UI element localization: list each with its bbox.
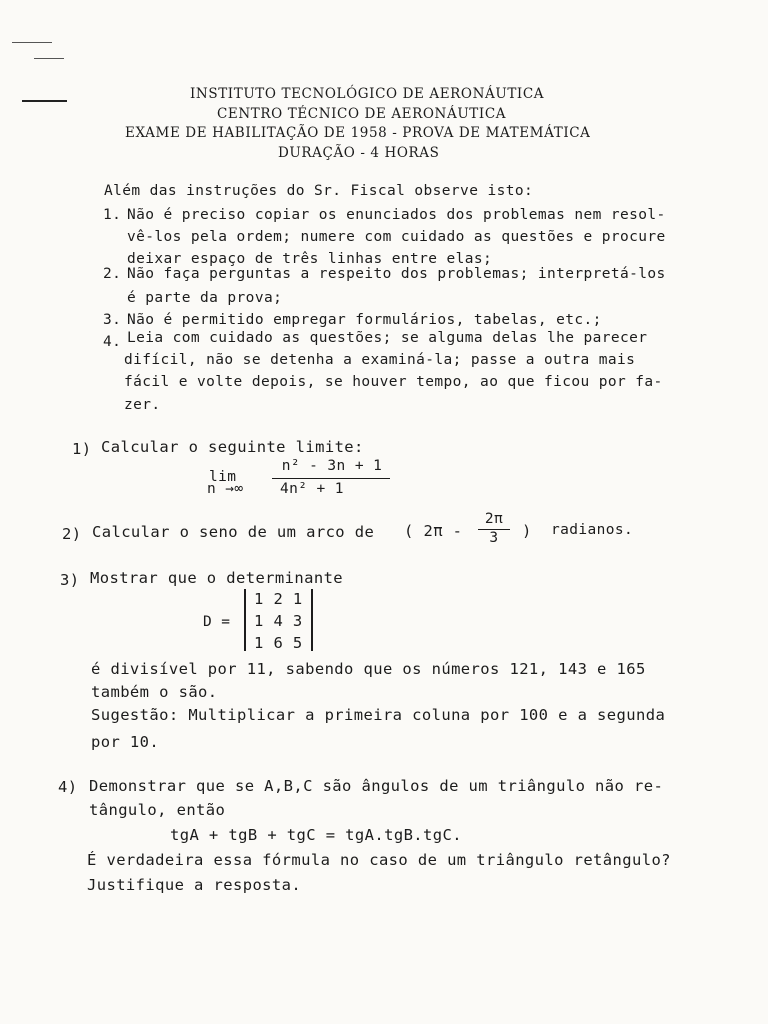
instruction-line: Leia com cuidado as questões; se alguma delas lhe parecer xyxy=(127,330,648,346)
question-line: Sugestão: Multiplicar a primeira coluna por 100 e a segunda xyxy=(91,706,666,724)
instruction-line: difícil, não se detenha a examiná-la; passe a outra mais xyxy=(124,352,636,368)
instruction-line: é parte da prova; xyxy=(127,290,283,306)
determinant-bar-right xyxy=(311,589,313,651)
question-number: 3) xyxy=(60,571,80,589)
instruction-line: Não é permitido empregar formulários, tabelas, etc.; xyxy=(127,312,602,328)
instruction-line: Não faça perguntas a respeito dos problemas; interpretá-los xyxy=(127,266,666,282)
fraction-denominator: 3 xyxy=(489,530,499,546)
fraction-numerator: 2π xyxy=(484,511,504,527)
instruction-line: vê-los pela ordem; numere com cuidado as questões e procure xyxy=(127,229,666,245)
fraction-bar xyxy=(272,478,390,479)
question-line: por 10. xyxy=(91,733,160,751)
question-text: Calcular o seguinte limite: xyxy=(101,438,364,456)
determinant-row: 1 6 5 xyxy=(254,634,303,652)
header-duration: DURAÇÃO - 4 HORAS xyxy=(278,145,440,161)
determinant-label: D = xyxy=(203,614,231,630)
question-number: 4) xyxy=(58,778,78,796)
question-line: tângulo, então xyxy=(89,801,226,819)
question-text: Calcular o seno de um arco de xyxy=(92,523,375,541)
determinant-bar-left xyxy=(244,589,246,651)
instruction-line: zer. xyxy=(124,397,161,413)
limit-label: lim xyxy=(209,469,237,485)
header-institute: INSTITUTO TECNOLÓGICO DE AERONÁUTICA xyxy=(190,86,545,102)
margin-mark xyxy=(34,58,64,59)
question-line: também o são. xyxy=(91,683,218,701)
instruction-number: 3. xyxy=(103,312,122,328)
instruction-number: 1. xyxy=(103,207,122,223)
instructions-intro: Além das instruções do Sr. Fiscal observe isto: xyxy=(104,183,534,199)
instruction-number: 2. xyxy=(103,266,122,282)
question-text: Mostrar que o determinante xyxy=(90,569,344,587)
arc-expression: ( 2π - xyxy=(404,522,463,540)
question-number: 1) xyxy=(72,440,92,458)
fraction-denominator: 4n² + 1 xyxy=(280,481,344,497)
formula: tgA + tgB + tgC = tgA.tgB.tgC. xyxy=(170,826,462,844)
instruction-number: 4. xyxy=(103,334,122,350)
question-number: 2) xyxy=(62,525,82,543)
question-line: Justifique a resposta. xyxy=(87,876,302,894)
limit-subscript: n →∞ xyxy=(207,481,244,497)
instruction-line: deixar espaço de três linhas entre elas; xyxy=(127,251,493,267)
unit-label: radianos. xyxy=(551,522,634,538)
margin-mark xyxy=(12,42,52,43)
instruction-line: fácil e volte depois, se houver tempo, ao que ficou por fa- xyxy=(124,374,663,390)
header-exam: EXAME DE HABILITAÇÃO DE 1958 - PROVA DE MATEMÁTICA xyxy=(125,125,591,141)
margin-mark xyxy=(22,100,67,102)
question-line: é divisível por 11, sabendo que os números 121, 143 e 165 xyxy=(91,660,646,678)
determinant-row: 1 4 3 xyxy=(254,612,303,630)
question-line: É verdadeira essa fórmula no caso de um triângulo retângulo? xyxy=(87,851,671,869)
fraction-numerator: n² - 3n + 1 xyxy=(281,458,383,474)
determinant-row: 1 2 1 xyxy=(254,590,303,608)
instruction-line: Não é preciso copiar os enunciados dos problemas nem resol- xyxy=(127,207,666,223)
header-center: CENTRO TÉCNICO DE AERONÁUTICA xyxy=(217,106,507,122)
arc-close-paren: ) xyxy=(522,522,532,540)
question-line: Demonstrar que se A,B,C são ângulos de um triângulo não re- xyxy=(89,777,664,795)
